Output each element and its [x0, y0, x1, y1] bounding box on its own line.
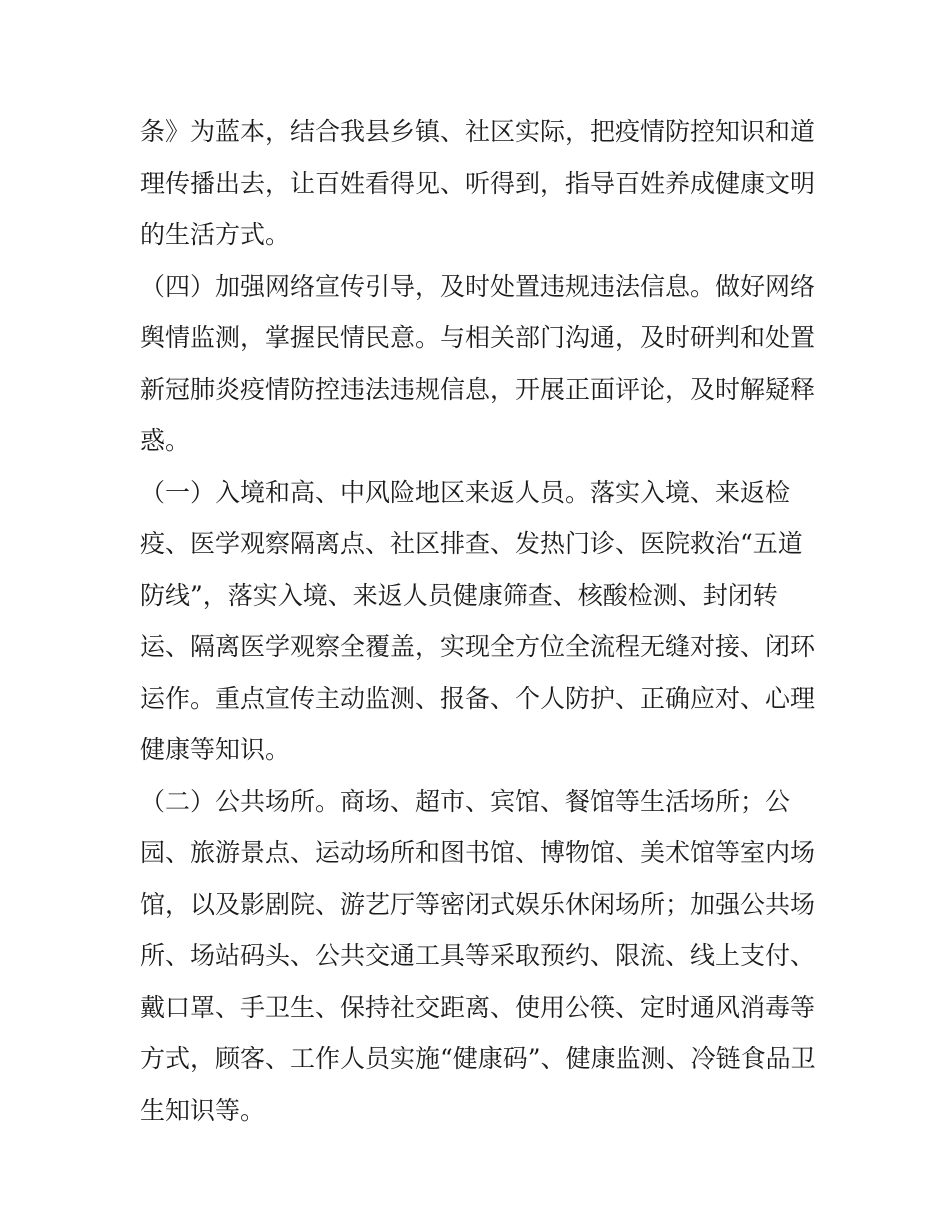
text-line: 园、旅游景点、运动场所和图书馆、博物馆、美术馆等室内场: [140, 838, 816, 867]
text-line: 条》为蓝本，结合我县乡镇、社区实际，把疫情防控知识和道: [140, 117, 816, 146]
text-line: 防线”，落实入境、来返人员健康筛查、核酸检测、封闭转: [140, 580, 778, 610]
text-line: 理传播出去，让百姓看得见、听得到，指导百姓养成健康文明: [140, 168, 816, 198]
section-heading-line: （二）公共场所。商场、超市、宾馆、餐馆等生活场所；公: [140, 786, 791, 816]
text-line: 新冠肺炎疫情防控违法违规信息，开展正面评论，及时解疑释: [140, 374, 816, 404]
text-line: 运作。重点宣传主动监测、报备、个人防护、正确应对、心理: [140, 683, 816, 713]
text-line: 疫、医学观察隔离点、社区排查、发热门诊、医院救治“五道: [140, 529, 803, 558]
section-heading-line: （一）入境和高、中风险地区来返人员。落实入境、来返检: [140, 477, 791, 507]
document-body: [140, 106, 816, 1136]
text-line: 馆，以及影剧院、游艺厅等密闭式娱乐休闲场所；加强公共场: [140, 889, 816, 919]
text-line: 舆情监测，掌握民情民意。与相关部门沟通，及时研判和处置: [140, 323, 816, 352]
text-line: 惑。: [140, 426, 191, 455]
text-line: 所、场站码头、公共交通工具等采取预约、限流、线上支付、: [140, 941, 816, 970]
section-heading-line: （四）加强网络宣传引导，及时处置违规违法信息。做好网络: [140, 271, 816, 301]
text-line: 戴口罩、手卫生、保持社交距离、使用公筷、定时通风消毒等: [140, 992, 816, 1022]
text-line: 健康等知识。: [140, 735, 291, 764]
text-line: 生知识等。: [140, 1095, 266, 1125]
text-line: 方式，顾客、工作人员实施“健康码”、健康监测、冷链食品卫: [140, 1044, 816, 1073]
text-line: 运、隔离医学观察全覆盖，实现全方位全流程无缝对接、闭环: [140, 632, 816, 661]
text-line: 的生活方式。: [140, 220, 291, 249]
